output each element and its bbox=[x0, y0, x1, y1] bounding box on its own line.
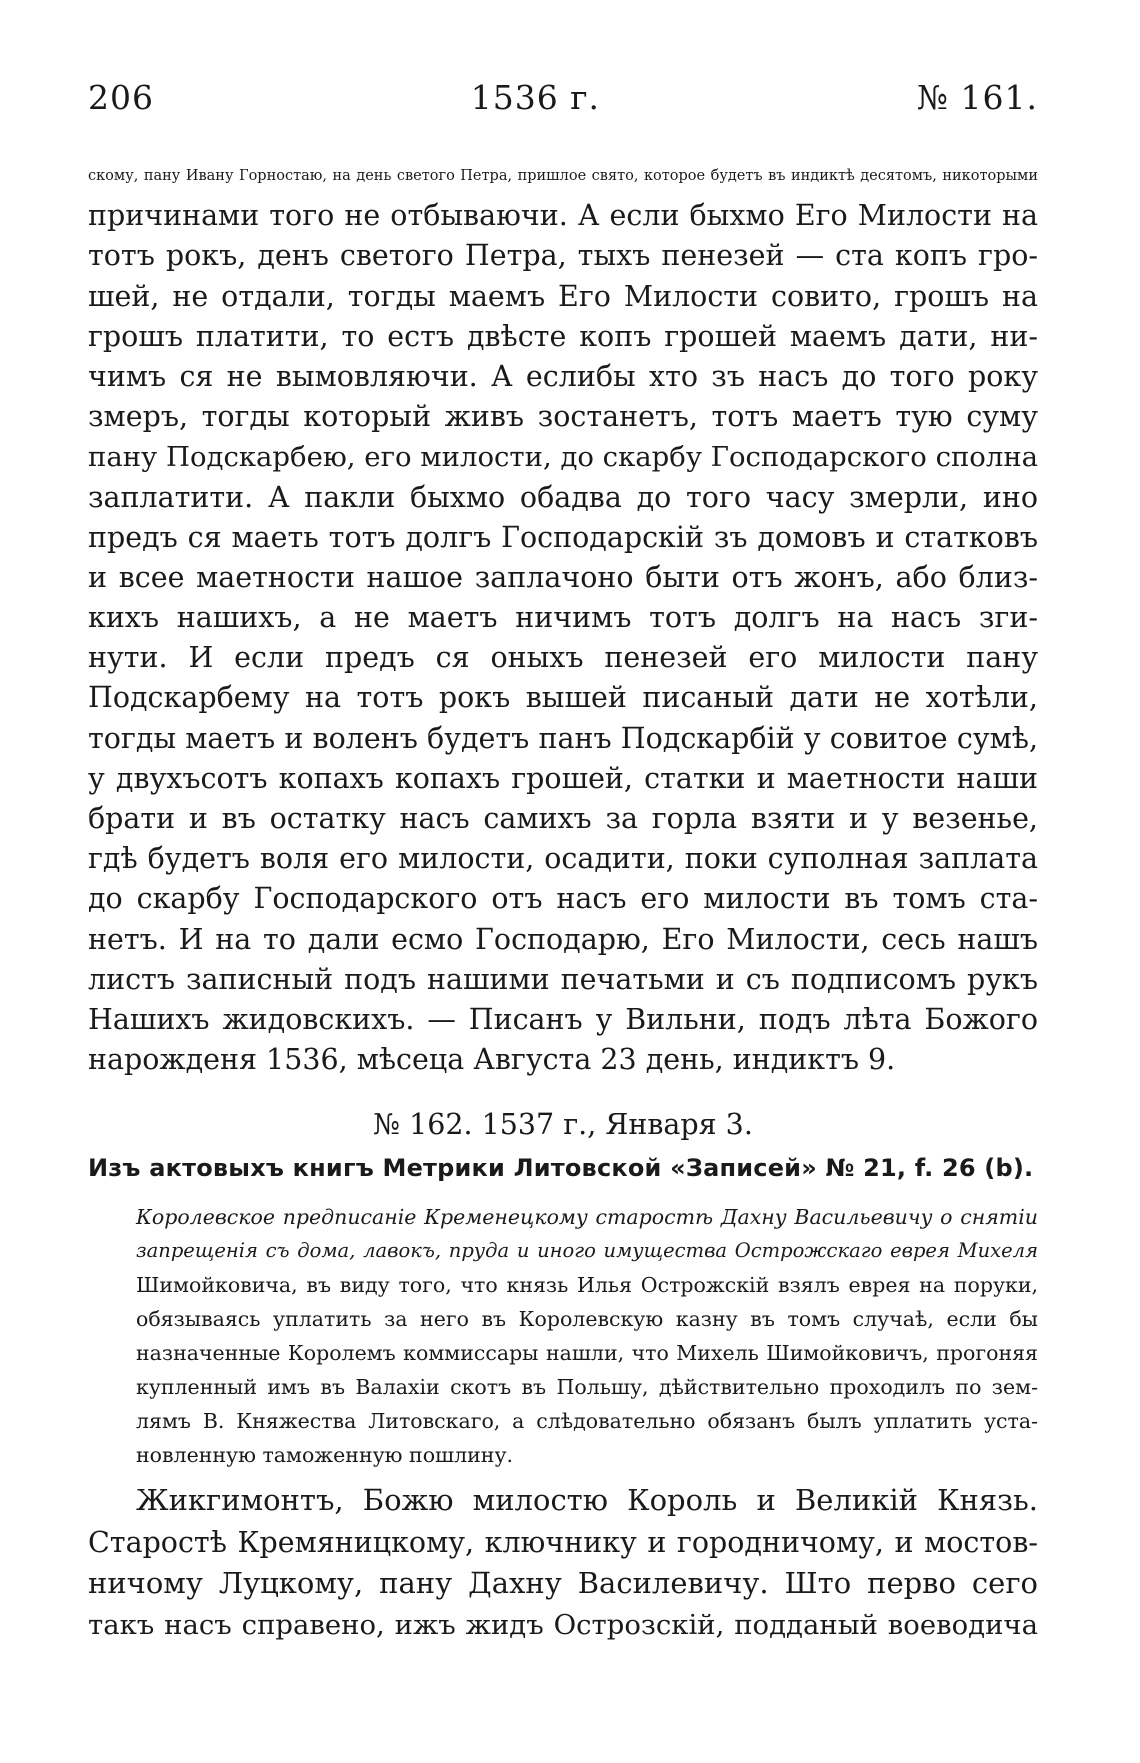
summary-line-text: Королевское предписаніе Кременецкому старостѣ Дахну Васильевичу о снятіи bbox=[136, 1205, 1038, 1230]
source-reference: Изъ актовыхъ книгъ Метрики Литовской «Записей» № 21, f. 26 (b). bbox=[88, 1154, 1034, 1183]
summary-line-text: запрещенія съ дома, лавокъ, пруда и иного имущества Острожскаго еврея Михеля bbox=[136, 1239, 1038, 1263]
text-line: и всее маетности нашое заплачоно быти отъ жонъ, або близ- bbox=[88, 560, 1038, 594]
text-line: чимъ ся не вымовляючи. А еслибы хто зъ насъ до того року bbox=[88, 359, 1038, 393]
summary-line: новленную таможенную пошлину. bbox=[136, 1443, 514, 1468]
text-line: предъ ся маеть тотъ долгъ Господарскій зъ домовъ и статковъ bbox=[88, 520, 1038, 554]
summary-line: обязываясь уплатить за него въ Королевскую казну въ томъ случаѣ, если бы bbox=[136, 1307, 1038, 1332]
text-line: шей, не отдали, тогды маемъ Его Милости совито, грошъ на bbox=[88, 279, 1038, 313]
running-head bbox=[88, 78, 1038, 130]
text-line: такъ насъ справено, ижъ жидъ Острозскій, подданый воеводича bbox=[88, 1608, 1038, 1641]
document-161-text bbox=[88, 156, 1038, 1080]
text-line: нетъ. И на то дали есмо Господарю, Его Милости, сесь нашъ bbox=[88, 922, 1038, 956]
text-line: заплатити. А пакли быхмо обадва до того часу змерли, ино bbox=[88, 480, 1038, 514]
summary-line: купленный имъ въ Валахіи скотъ въ Польшу, дѣйствительно проходилъ по зем- bbox=[136, 1375, 1038, 1400]
text-line: у двухъсотъ копахъ копахъ грошей, статки и маетности наши bbox=[88, 761, 1038, 795]
text-line: Жикгимонтъ, Божю милостю Король и Великій Князь. bbox=[136, 1483, 1038, 1518]
text-line: ничому Луцкому, пану Дахну Василевичу. Што перво сего bbox=[88, 1566, 1038, 1601]
summary-line bbox=[88, 1200, 1038, 1234]
summary-line: назначенные Королемъ коммиссары нашли, что Михель Шимойковичъ, прогоняя bbox=[136, 1341, 1038, 1366]
text-line: нути. И если предъ ся оныхъ пенезей его милости пану bbox=[88, 641, 1038, 675]
text-line: Подскарбему на тотъ рокъ вышей писаный дати не хотѣли, bbox=[88, 681, 1038, 715]
page-number: 206 bbox=[88, 78, 154, 117]
text-line: причинами того не отбываючи. А если быхмо Его Милости на bbox=[88, 199, 1038, 233]
text-line: Старостѣ Кремяницкому, ключнику и городничому, и мостов- bbox=[88, 1525, 1038, 1559]
text-line: грошъ платити, то естъ двѣсте копъ грошей маемъ дати, ни- bbox=[88, 319, 1038, 353]
text-line: тогды маетъ и воленъ будетъ панъ Подскарбій у совитое сумѣ, bbox=[88, 721, 1038, 755]
summary-line: Шимойковича, въ виду того, что князь Илья Острожскій взялъ еврея на поруки, bbox=[136, 1273, 1038, 1298]
document-summary bbox=[88, 1200, 1038, 1472]
text-line: гдѣ будетъ воля его милости, осадити, поки суполная заплата bbox=[88, 842, 1038, 876]
book-page bbox=[88, 78, 1038, 1646]
summary-line bbox=[88, 1234, 1038, 1268]
summary-line: лямъ В. Княжества Литовскаго, а слѣдовательно обязанъ былъ уплатить уста- bbox=[136, 1409, 1038, 1434]
text-line: скому, пану Ивану Горностаю, на день светого Петра, пришлое свято, которое будетъ въ индиктѣ десятомъ, никоторыми bbox=[88, 168, 1038, 184]
text-line: тотъ рокъ, денъ светого Петра, тыхъ пенезей — ста копъ гро- bbox=[88, 239, 1038, 273]
text-line: змеръ, тогды который живъ зостанетъ, тотъ маетъ тую суму bbox=[88, 400, 1038, 434]
text-line: Нашихъ жидовскихъ. — Писанъ у Вильни, подъ лѣта Божого bbox=[88, 1002, 1038, 1036]
text-line: пану Подскарбею, его милости, до скарбу Господарского сполна bbox=[88, 441, 1039, 474]
text-line: брати и въ остатку насъ самихъ за горла взяти и у везенье, bbox=[88, 802, 1038, 835]
header-doc-number: № 161. bbox=[916, 78, 1038, 117]
text-line: до скарбу Господарского отъ насъ его милости въ томъ ста- bbox=[88, 882, 1038, 916]
text-line: листъ записный подъ нашими печатьми и съ подписомъ рукъ bbox=[88, 962, 1038, 996]
text-line: кихъ нашихъ, а не маетъ ничимъ тотъ долгъ на насъ зги- bbox=[88, 601, 1038, 635]
text-line: нарожденя 1536, мѣсеца Августа 23 день, индиктъ 9. bbox=[88, 1043, 896, 1077]
document-162-heading: № 162. 1537 г., Января 3. bbox=[373, 1108, 753, 1142]
header-year: 1536 г. bbox=[470, 78, 601, 117]
document-162-text bbox=[88, 1480, 1038, 1646]
